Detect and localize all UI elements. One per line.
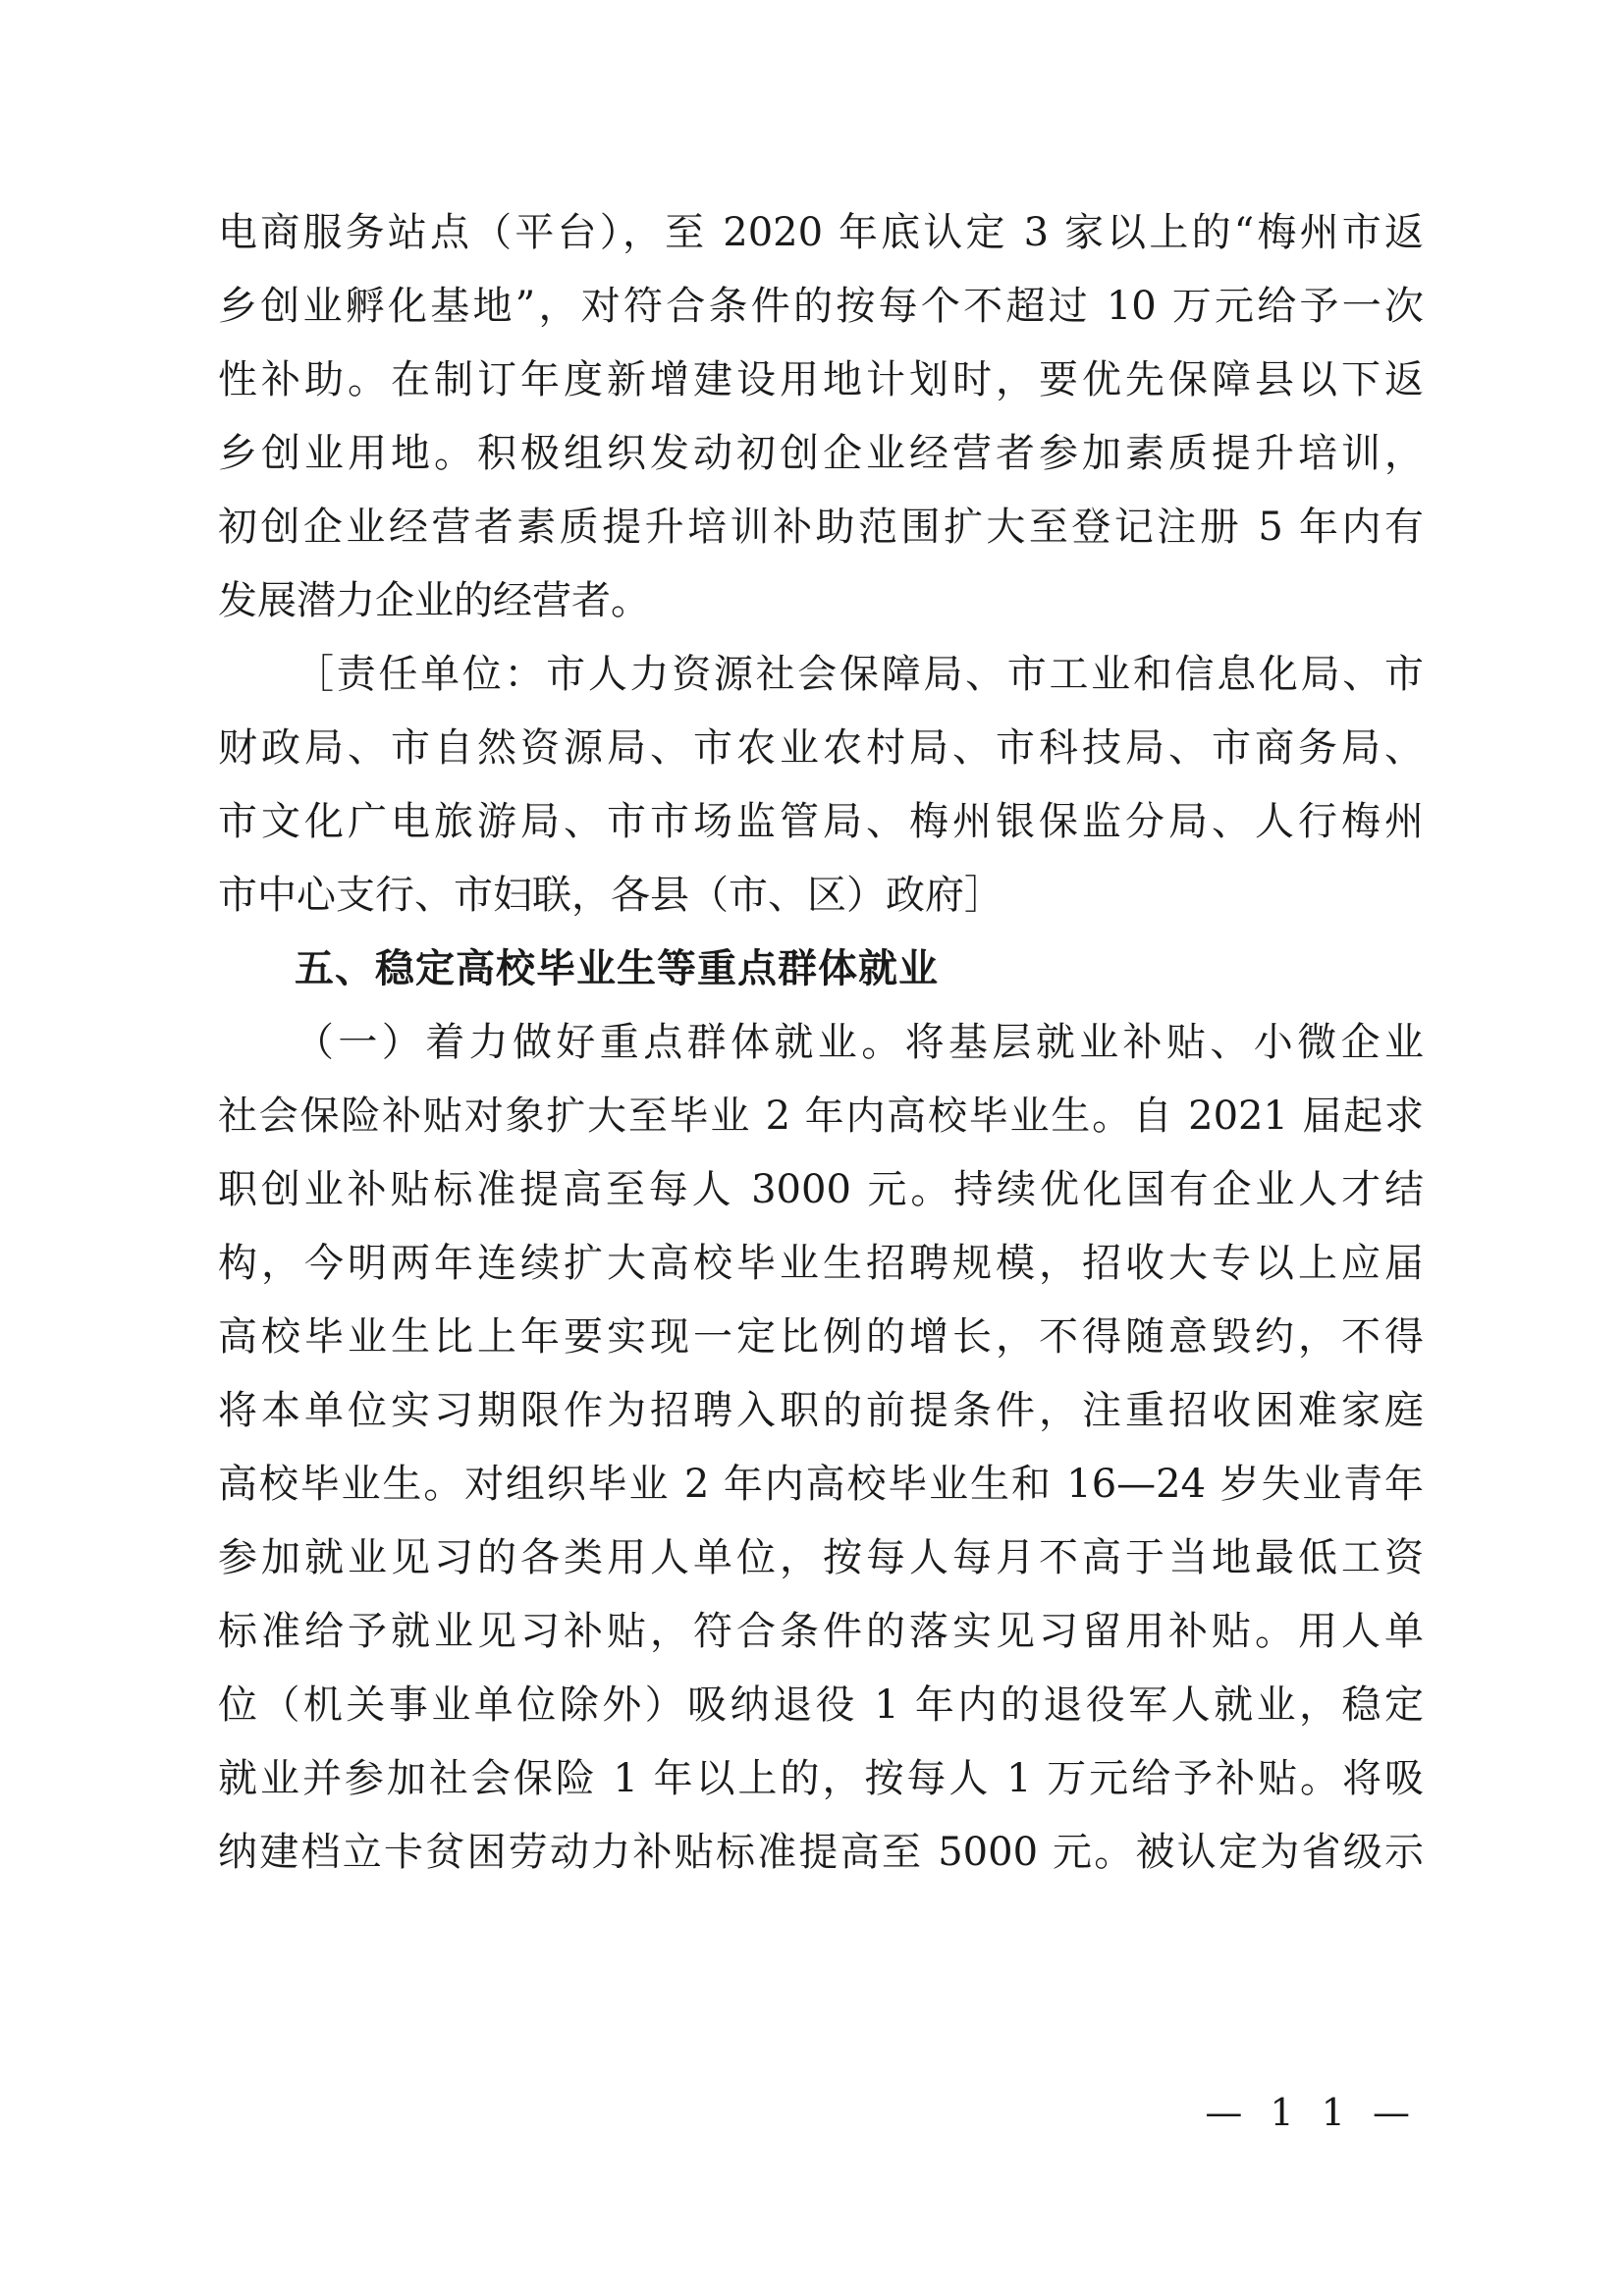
- paragraph-line: 标准给予就业见习补贴，符合条件的落实见习留用补贴。用人单: [218, 1609, 1424, 1654]
- paragraph-line: 高校毕业生比上年要实现一定比例的增长，不得随意毁约，不得: [218, 1314, 1424, 1360]
- paragraph-line: 电商服务站点（平台），至 2020 年底认定 3 家以上的“梅州市返: [218, 210, 1424, 255]
- paragraph-line: 构，今明两年连续扩大高校毕业生招聘规模，招收大专以上应届: [218, 1241, 1424, 1286]
- paragraph-line: 位（机关事业单位除外）吸纳退役 1 年内的退役军人就业，稳定: [218, 1682, 1424, 1728]
- paragraph-line: 乡创业用地。积极组织发动初创企业经营者参加素质提升培训，: [218, 431, 1424, 476]
- paragraph-line: （一）着力做好重点群体就业。将基层就业补贴、小微企业: [295, 1020, 1424, 1065]
- paragraph-line: 社会保险补贴对象扩大至毕业 2 年内高校毕业生。自 2021 届起求: [218, 1094, 1424, 1139]
- paragraph-line: 职创业补贴标准提高至每人 3000 元。持续优化国有企业人才结: [218, 1167, 1424, 1212]
- paragraph-line: 将本单位实习期限作为招聘入职的前提条件，注重招收困难家庭: [218, 1388, 1424, 1433]
- responsible-units-line: 市中心支行、市妇联，各县（市、区）政府］: [218, 873, 1003, 918]
- paragraph-line: 高校毕业生。对组织毕业 2 年内高校毕业生和 16—24 岁失业青年: [218, 1462, 1424, 1507]
- paragraph-line: 参加就业见习的各类用人单位，按每人每月不高于当地最低工资: [218, 1535, 1424, 1580]
- paragraph-line: 性补助。在制订年度新增建设用地计划时，要优先保障县以下返: [218, 357, 1424, 402]
- paragraph-line: 就业并参加社会保险 1 年以上的，按每人 1 万元给予补贴。将吸: [218, 1756, 1424, 1801]
- paragraph-line: 乡创业孵化基地”，对符合条件的按每个不超过 10 万元给予一次: [218, 284, 1424, 329]
- paragraph-line: 初创企业经营者素质提升培训补助范围扩大至登记注册 5 年内有: [218, 505, 1424, 550]
- responsible-units-line: ［责任单位：市人力资源社会保障局、市工业和信息化局、市: [295, 652, 1424, 697]
- paragraph-line: 纳建档立卡贫困劳动力补贴标准提高至 5000 元。被认定为省级示: [218, 1830, 1424, 1875]
- section-heading: 五、稳定高校毕业生等重点群体就业: [295, 946, 939, 991]
- responsible-units-line: 财政局、市自然资源局、市农业农村局、市科技局、市商务局、: [218, 725, 1424, 771]
- responsible-units-line: 市文化广电旅游局、市市场监管局、梅州银保监分局、人行梅州: [218, 799, 1424, 844]
- paragraph-line: 发展潜力企业的经营者。: [218, 578, 650, 623]
- page-number: — 1 1 —: [1205, 2091, 1418, 2134]
